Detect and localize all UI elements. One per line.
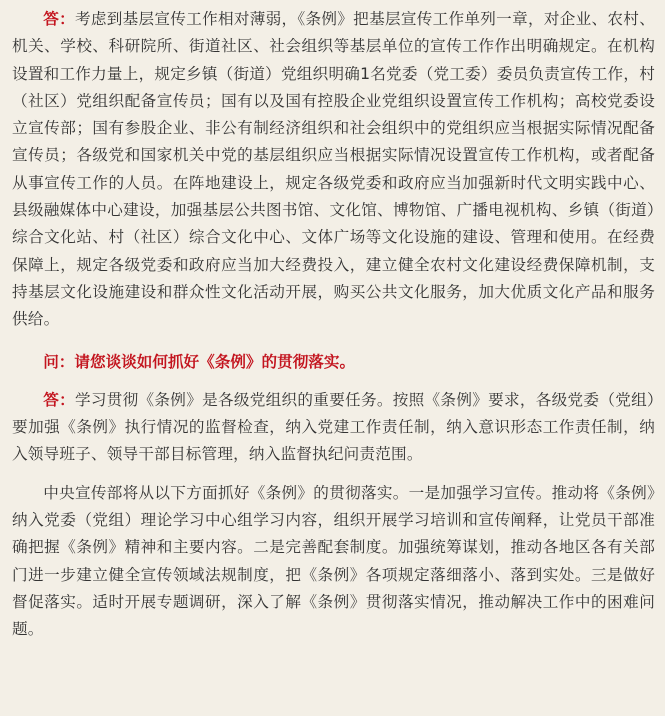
answer-paragraph-1 [12,6,655,334]
answer-paragraph-3: 中央宣传部将从以下方面抓好《条例》的贯彻落实。一是加强学习宣传。推动将《条例》纳入党委（党组）理论学习中心组学习内容，组织开展学习培训和宣传阐释，让党员干部准确把握《条例》精神和主要内容。二是完善配套制度。加强统筹谋划，推动各地区各有关部门进一步建立健全宣传领域法规制度，把《条例》各项规定落细落小、落到实处。三是做好督促落实。适时开展专题调研，深入了解《条例》贯彻落实情况，推动解决工作中的困难问题。 [12,483,655,639]
spacer [12,469,655,480]
answer-text: 考虑到基层宣传工作相对薄弱，《条例》把基层宣传工作单列一章，对企业、农村、机关、学校、科研院所、街道社区、社会组织等基层单位的宣传工作作出明确规定。在机构设置和工作力量上，规定乡镇（街道）党组织明确1名党委（党工委）委员负责宣传工作，村（社区）党组织配备宣传员；国有以及国有控股企业党组织设置宣传工作机构；高校党委设立宣传部；国有参股企业、非公有制经济组织和社会组织中的党组织应当根据实际情况配备宣传员；各级党和国家机关中党的基层组织应当根据实际情况设置宣传工作机构，或者配备从事宣传工作的人员。在阵地建设上，规定各级党委和政府应当加强新时代文明实践中心、县级融媒体中心建设，加强基层公共图书馆、文化馆、博物馆、广播电视机构、乡镇（街道）综合文化站、村（社区）综合文化中心、文体广场等文化设施的建设、管理和使用。在经费保障上，规定各级党委和政府应当加大经费投入，建立健全农村文化建设经费保障机制，支持基层文化设施建设和群众性文化活动开展，购买公共文化服务，加大优质文化产品和服务供给。 [12,10,655,329]
spacer [12,334,655,349]
answer-label: 答： [43,390,75,409]
answer-label: 答： [43,10,75,28]
answer-text: 学习贯彻《条例》是各级党组织的重要任务。按照《条例》要求，各级党委（党组）要加强《条例》执行情况的监督检查，纳入党建工作责任制，纳入意识形态工作责任制，纳入领导班子、领导干部目标管理，纳入监督执纪问责范围。 [12,390,655,464]
answer-paragraph-2 [12,387,655,469]
question-heading: 问：请您谈谈如何抓好《条例》的贯彻落实。 [43,352,356,371]
spacer [12,376,655,387]
